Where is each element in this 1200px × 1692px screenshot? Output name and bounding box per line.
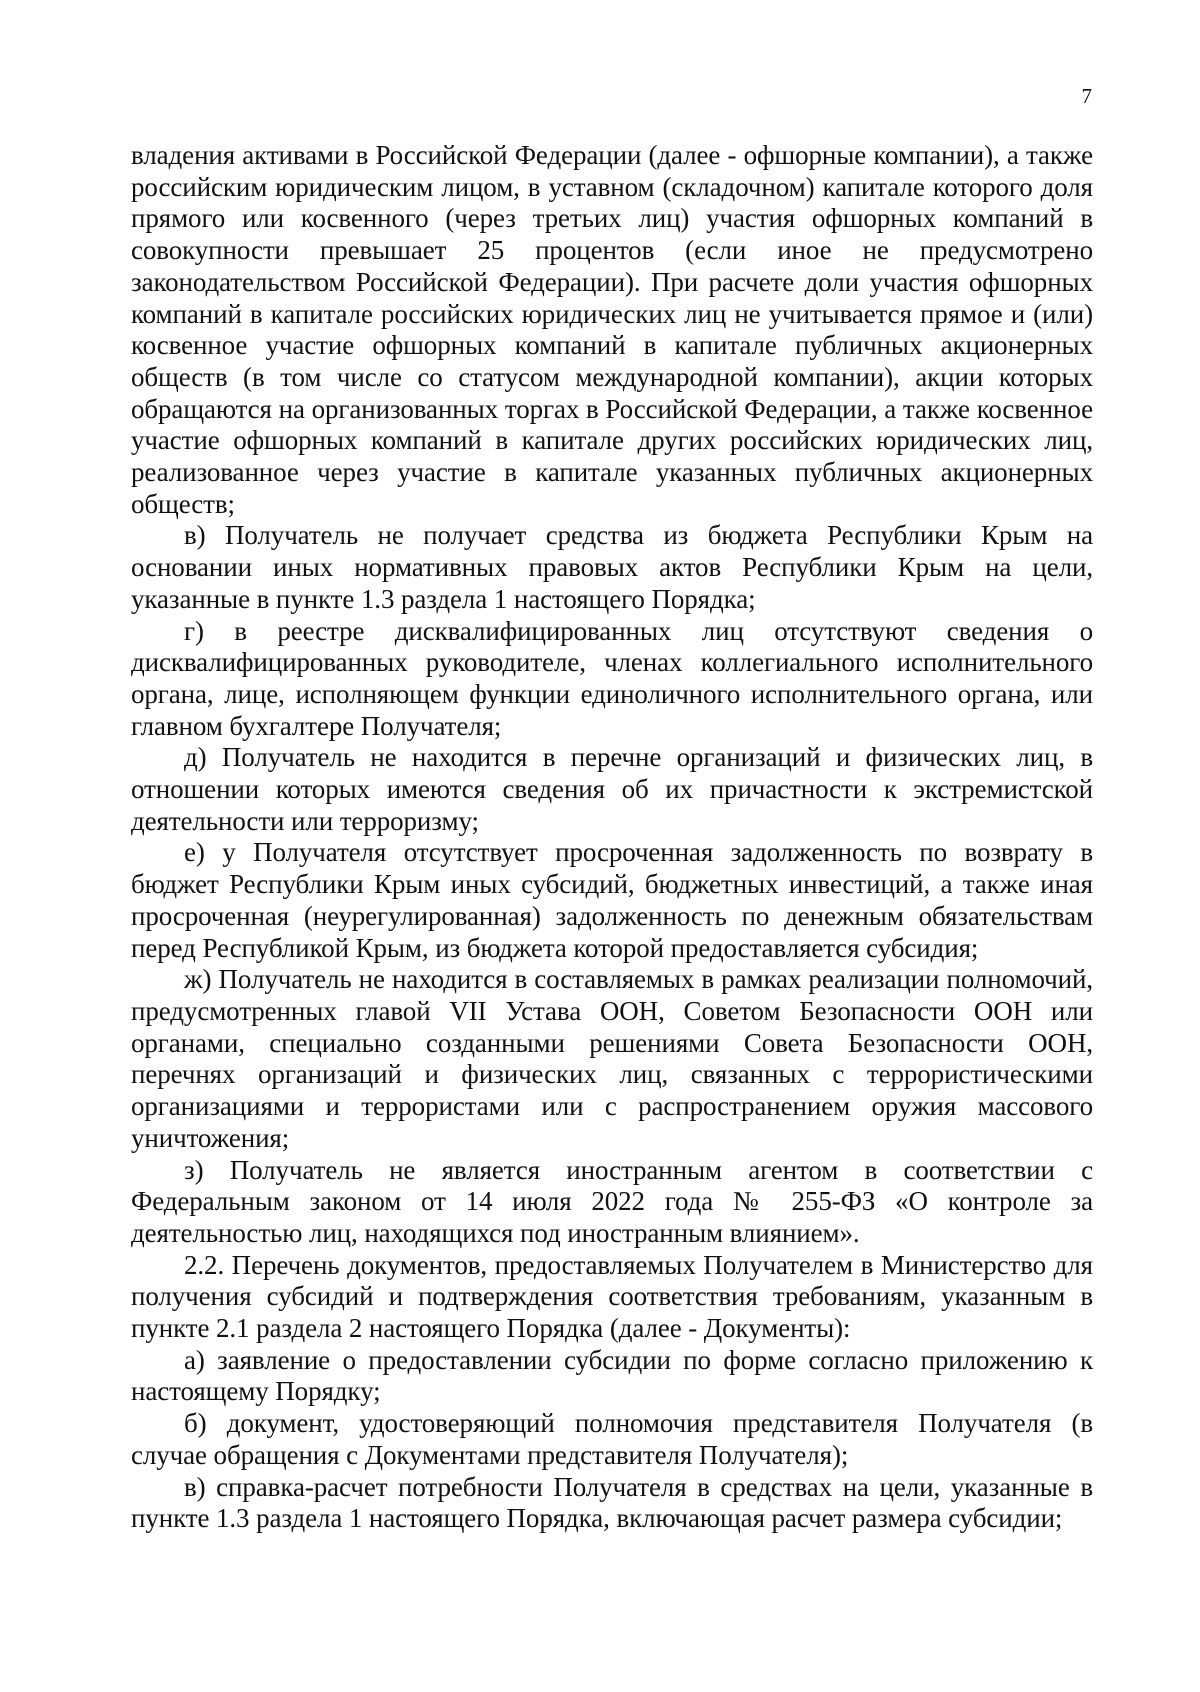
page-number: 7 xyxy=(1081,84,1092,108)
paragraph-item-e-overdue-debt: е) у Получателя отсутствует просроченная задолженность по возврату в бюджет Республики Крым иных субсидий, бюджетных инвестиций, а также иная просроченная (неурегулированная) задолженность по денежным обязательствам перед Республикой Крым, из бюджета которой предоставляется субсидия; xyxy=(131,837,1093,963)
paragraph-doc-a-application: а) заявление о предоставлении субсидии по форме согласно приложению к настоящему Порядку; xyxy=(131,1344,1093,1407)
paragraph-offshore-continuation: владения активами в Российской Федерации (далее - офшорные компании), а также российским юридическим лицом, в уставном (складочном) капитале которого доля прямого или косвенного (через третьих лиц) участия офшорных компаний в совокупности превышает 25 процентов (если иное не предусмотрено законодательством Российской Федерации). При расчете доли участия офшорных компаний в капитале российских юридических лиц не учитывается прямое и (или) косвенное участие офшорных компаний в капитале публичных акционерных обществ (в том числе со статусом международной компании), акции которых обращаются на организованных торгах в Российской Федерации, а также косвенное участие офшорных компаний в капитале других российских юридических лиц, реализованное через участие в капитале указанных публичных акционерных обществ; xyxy=(131,140,1093,519)
paragraph-item-g-disqualified-registry: г) в реестре дисквалифицированных лиц отсутствуют сведения о дисквалифицированных руководителе, членах коллегиального исполнительного органа, лице, исполняющем функции единоличного исполнительного органа, или главном бухгалтере Получателя; xyxy=(131,615,1093,741)
paragraph-doc-b-authority: б) документ, удостоверяющий полномочия представителя Получателя (в случае обращения с Документами представителя Получателя); xyxy=(131,1408,1093,1470)
paragraph-item-z-foreign-agent: з) Получатель не является иностранным агентом в соответствии с Федеральным законом от 14 июля 2022 года № 255-ФЗ «О контроле за деятельностью лиц, находящихся под иностранным влиянием». xyxy=(131,1154,1093,1248)
paragraph-doc-v-calculation: в) справка-расчет потребности Получателя в средствах на цели, указанные в пункте 1.3 раздела 1 настоящего Порядка, включающая расчет размера субсидии; xyxy=(131,1471,1093,1534)
paragraph-item-zh-un-lists: ж) Получатель не находится в составляемых в рамках реализации полномочий, предусмотренных главой VII Устава ООН, Советом Безопасности ООН или органами, специально созданными решениями Совета Безопасности ООН, перечнях организаций и физических лиц, связанных с террористическими организациями и террористами или с распространением оружия массового уничтожения; xyxy=(131,964,1093,1153)
paragraph-section-2-2-documents-list: 2.2. Перечень документов, предоставляемых Получателем в Министерство для получения субсидий и подтверждения соответствия требованиям, указанным в пункте 2.1 раздела 2 настоящего Порядка (далее - Документы): xyxy=(131,1249,1093,1344)
paragraph-item-v-budget-funds: в) Получатель не получает средства из бюджета Республики Крым на основании иных нормативных правовых актов Республики Крым на цели, указанные в пункте 1.3 раздела 1 настоящего Порядка; xyxy=(131,520,1093,614)
paragraph-item-d-extremism-list: д) Получатель не находится в перечне организаций и физических лиц, в отношении которых имеются сведения об их причастности к экстремистской деятельности или терроризму; xyxy=(131,742,1093,836)
document-body xyxy=(131,140,1093,1535)
